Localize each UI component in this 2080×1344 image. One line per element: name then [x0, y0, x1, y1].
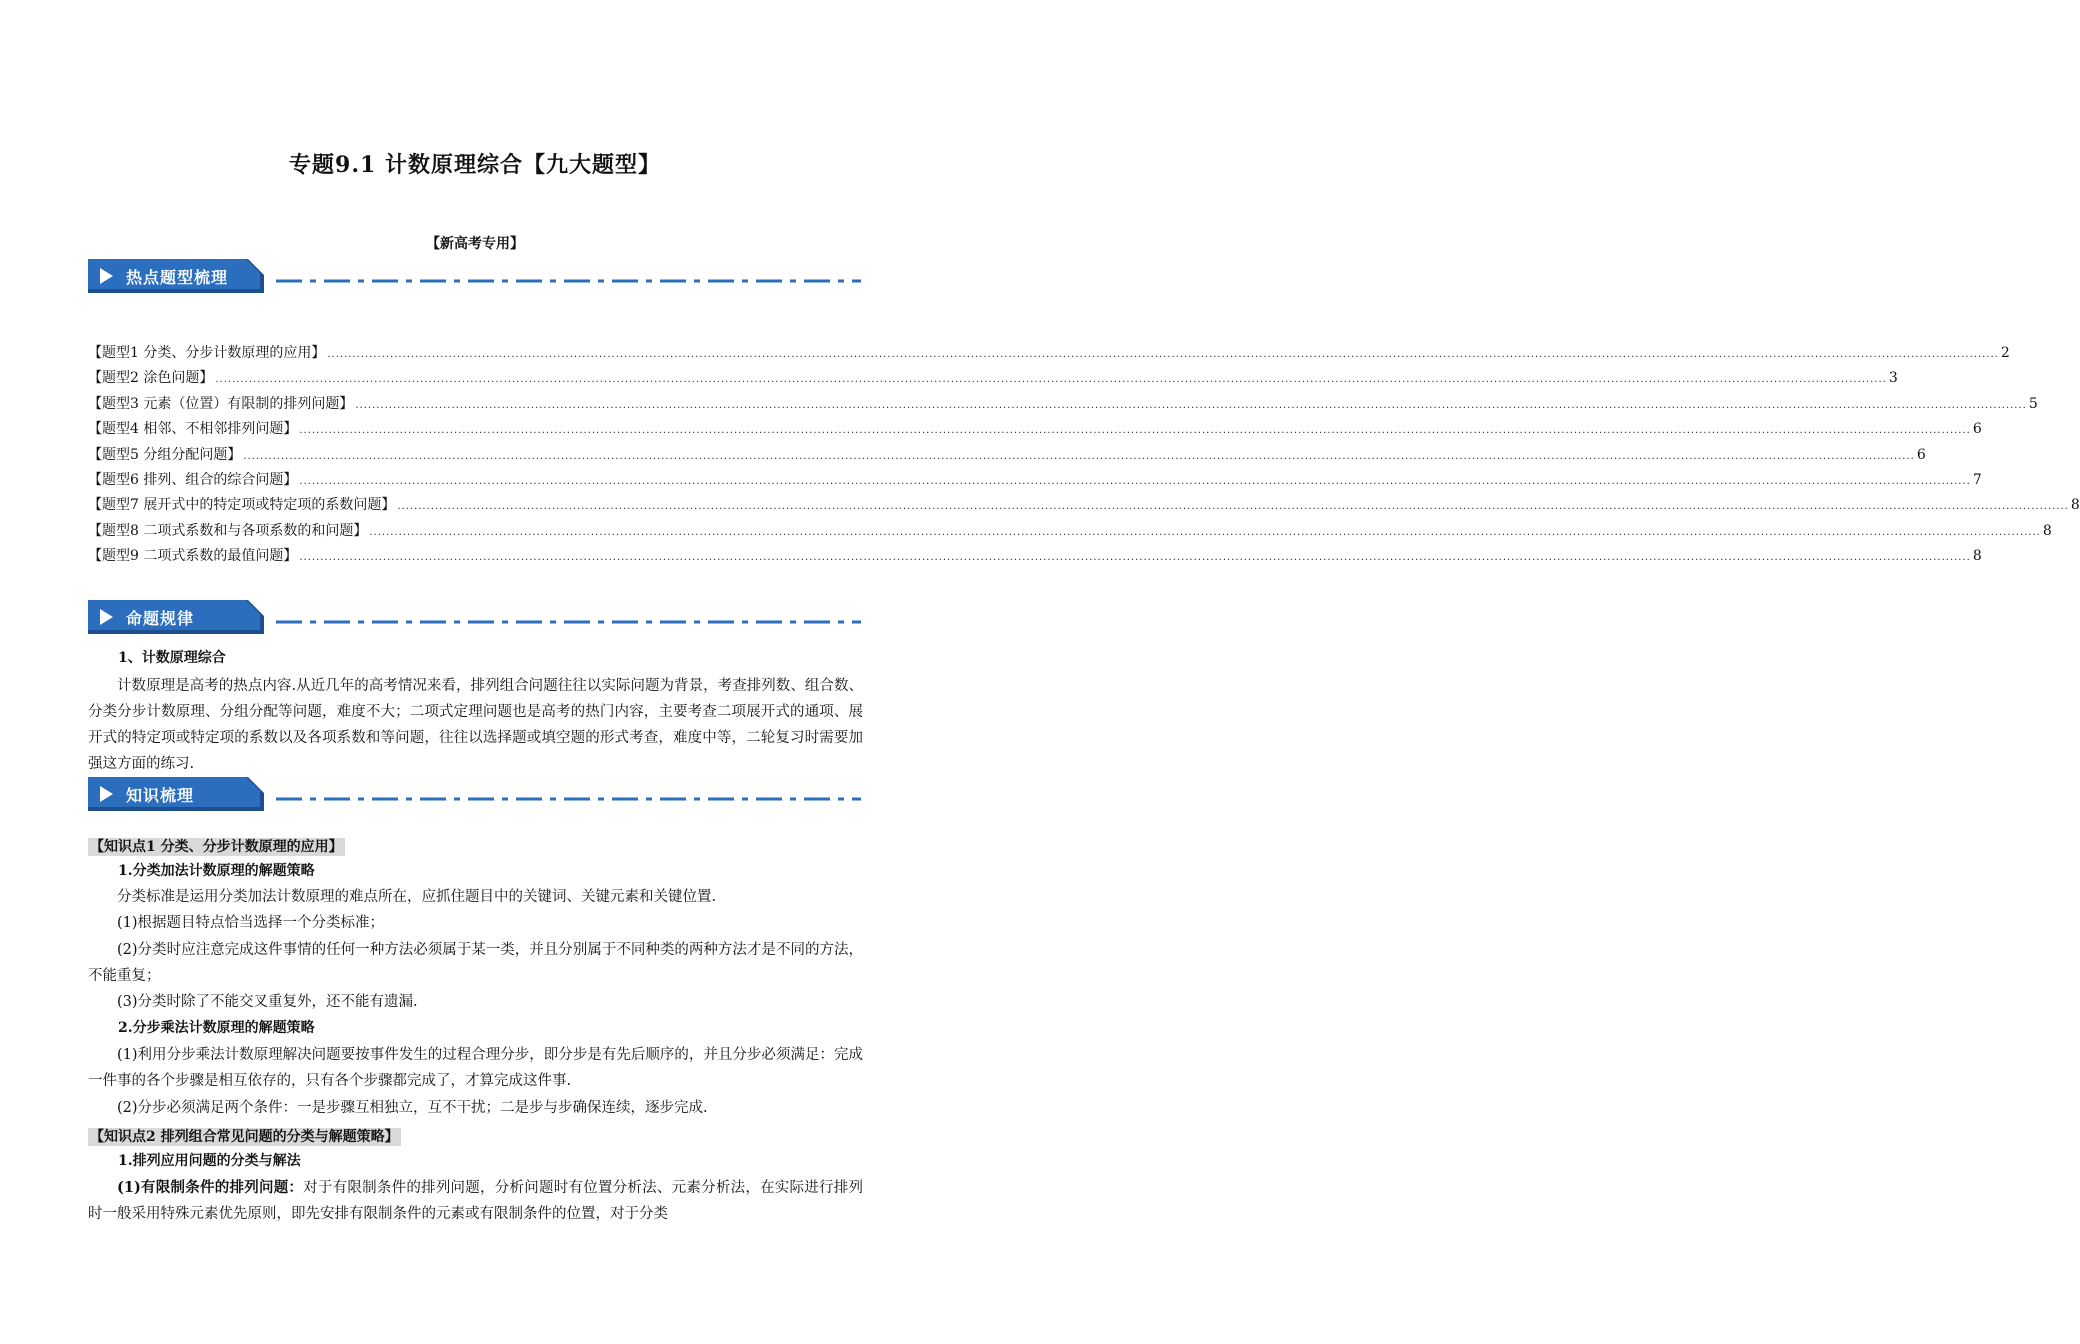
toc-entry-label: 【题型9 二项式系数的最值问题】 — [88, 548, 298, 565]
toc-entry-page: 6 — [1972, 421, 1982, 438]
knowledge-point-title: 【知识点2 排列组合常见问题的分类与解题策略】 — [90, 1129, 399, 1145]
knowledge-paragraph-text: 对于有限制条件的排列问题，分析问题时有位置分析法、元素分析法，在实际进行排列时一般采用特殊元素优先原则，即先安排有限制条件的元素或有限制条件的位置，对于分类 — [88, 1180, 863, 1222]
toc-entry[interactable] — [88, 519, 2052, 544]
play-arrow-icon — [100, 268, 113, 284]
page-subtitle: 【新高考专用】 — [426, 236, 524, 252]
knowledge-paragraph: (3)分类时除了不能交叉重复外，还不能有遗漏. — [117, 994, 418, 1010]
toc-entry-label: 【题型5 分组分配问题】 — [88, 446, 242, 463]
play-arrow-icon — [100, 609, 113, 625]
knowledge-paragraph — [88, 1175, 863, 1227]
knowledge-paragraph: (1)根据题目特点恰当选择一个分类标准； — [117, 915, 385, 931]
toc-entry[interactable] — [88, 443, 1926, 468]
toc-entry-page: 7 — [1972, 471, 1982, 488]
knowledge-paragraph: (2)分类时应注意完成这件事情的任何一种方法必须属于某一类，并且分别属于不同种类的两种方法才是不同的方法，不能重复； — [88, 942, 863, 984]
toc-entry-page: 6 — [1916, 446, 1926, 463]
dash-line-divider — [276, 620, 861, 624]
toc-entry-label: 【题型2 涂色问题】 — [88, 370, 214, 387]
rules-heading: 1、计数原理综合 — [118, 650, 226, 666]
section-banner-rules — [88, 600, 863, 634]
banner-label: 热点题型梳理 — [126, 268, 229, 287]
toc-entry-label: 【题型3 元素（位置）有限制的排列问题】 — [88, 395, 354, 412]
toc-entry-page: 8 — [1972, 548, 1982, 565]
toc-leader-dots: ................................................................................................................................................................................................................................................................................................................................................................................................................ — [397, 501, 2069, 513]
toc-entry[interactable] — [88, 544, 1982, 569]
toc-entry[interactable] — [88, 417, 1982, 442]
dash-line-divider — [276, 797, 861, 801]
toc-entry[interactable] — [88, 493, 2080, 518]
page-title: 专题9.1 计数原理综合【九大题型】 — [289, 152, 661, 178]
play-arrow-icon — [100, 786, 113, 802]
toc-entry-label: 【题型1 分类、分步计数原理的应用】 — [88, 345, 326, 361]
knowledge-paragraph: (2)分步必须满足两个条件：一是步骤互相独立，互不干扰；二是步与步确保连续，逐步完成. — [117, 1100, 708, 1116]
section-banner-knowledge — [88, 777, 863, 811]
knowledge-point-title: 【知识点1 分类、分步计数原理的应用】 — [90, 839, 343, 855]
toc-entry-page: 2 — [2000, 345, 2010, 361]
toc-entry-label: 【题型4 相邻、不相邻排列问题】 — [88, 421, 298, 438]
toc-leader-dots: ................................................................................................................................................................................................................................................................................................................................................................................................................ — [299, 475, 1971, 487]
toc-entry[interactable] — [88, 392, 2038, 417]
toc-entry-page: 3 — [1888, 370, 1898, 387]
rules-body: 计数原理是高考的热点内容.从近几年的高考情况来看，排列组合问题往往以实际问题为背景，考查排列数、组合数、分类分步计数原理、分组分配等问题，难度不大；二项式定理问题也是高考的热门内容，主要考查二项展开式的通项、展开式的特定项或特定项的系数以及各项系数和等问题，往往以选择题或填空题的形式考查，难度中等，二轮复习时需要加强这方面的练习. — [88, 678, 863, 772]
toc-leader-dots: ................................................................................................................................................................................................................................................................................................................................................................................................................ — [327, 349, 1999, 360]
banner-label: 命题规律 — [126, 609, 195, 628]
knowledge-paragraph: 分类标准是运用分类加法计数原理的难点所在，应抓住题目中的关键词、关键元素和关键位置. — [117, 889, 717, 905]
section-banner-hot-types — [88, 259, 863, 293]
dash-line-divider — [276, 279, 861, 283]
toc-entry[interactable] — [88, 341, 2010, 366]
toc-entry-page: 8 — [2042, 522, 2052, 539]
toc-entry-page: 8 — [2070, 497, 2080, 514]
toc-leader-dots: ................................................................................................................................................................................................................................................................................................................................................................................................................ — [355, 399, 2027, 411]
toc-entry-label: 【题型6 排列、组合的综合问题】 — [88, 471, 298, 488]
table-of-contents — [88, 341, 2080, 570]
toc-entry-page: 5 — [2028, 395, 2038, 412]
toc-entry[interactable] — [88, 468, 1982, 493]
toc-leader-dots: ................................................................................................................................................................................................................................................................................................................................................................................................................ — [243, 450, 1915, 462]
knowledge-paragraph: (1)利用分步乘法计数原理解决问题要按事件发生的过程合理分步，即分步是有先后顺序的，并且分步必须满足：完成一件事的各个步骤是相互依存的，只有各个步骤都完成了，才算完成这件事. — [88, 1047, 863, 1089]
toc-entry-label: 【题型7 展开式中的特定项或特定项的系数问题】 — [88, 497, 396, 514]
toc-leader-dots: ................................................................................................................................................................................................................................................................................................................................................................................................................ — [215, 374, 1887, 386]
toc-leader-dots: ................................................................................................................................................................................................................................................................................................................................................................................................................ — [369, 526, 2041, 538]
toc-leader-dots: ................................................................................................................................................................................................................................................................................................................................................................................................................ — [299, 425, 1971, 437]
knowledge-subheading: 1.分类加法计数原理的解题策略 — [118, 863, 315, 879]
banner-label: 知识梳理 — [126, 786, 195, 805]
knowledge-subheading: 1.排列应用问题的分类与解法 — [118, 1153, 301, 1169]
toc-leader-dots: ................................................................................................................................................................................................................................................................................................................................................................................................................ — [299, 552, 1971, 564]
knowledge-subheading: 2.分步乘法计数原理的解题策略 — [118, 1020, 315, 1036]
knowledge-paragraph-lead: (1)有限制条件的排列问题： — [117, 1179, 304, 1196]
toc-entry[interactable] — [88, 366, 1898, 391]
toc-entry-label: 【题型8 二项式系数和与各项系数的和问题】 — [88, 522, 368, 539]
